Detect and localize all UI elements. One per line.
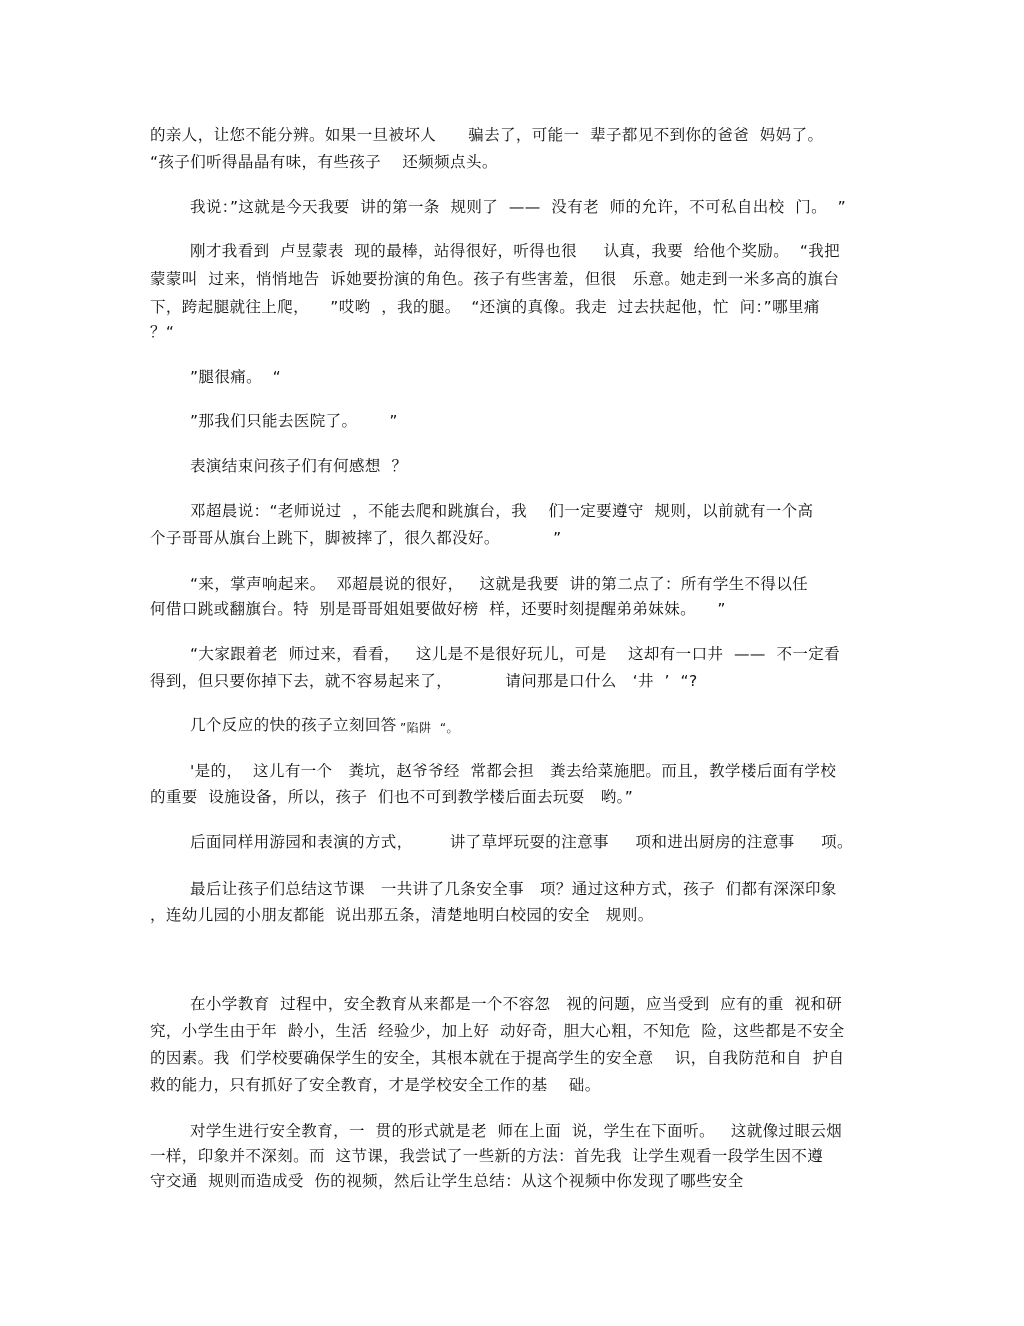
text-line: 个子哥哥从旗台上跳下，脚被摔了，很久都没好。 ” (150, 529, 562, 547)
text-line: 后面同样用游园和表演的方式， 讲了草坪玩耍的注意事 项和进出厨房的注意事 项。 (190, 833, 853, 851)
text-line: 一样，印象并不深刻。而 这节课，我尝试了一些新的方法：首先我 让学生观看一段学生因不遵 (150, 1147, 824, 1165)
text-line: 我说：”这就是今天我要 讲的第一条 规则了 —— 没有老 师的允许，不可私自出校 门。 ” (190, 198, 847, 216)
text-line: ？“ (150, 323, 175, 341)
text-line: 何借口跳或翻旗台。特 别是哥哥姐姐要做好榜 样，还要时刻提醒弟弟妹妹。 ” (150, 600, 726, 618)
text-line: ”腿很痛。 “ (190, 368, 282, 386)
text-line: 最后让孩子们总结这节课 一共讲了几条安全事 项？通过这种方式，孩子 们都有深深印象 (190, 880, 837, 898)
text-line: ，连幼儿园的小朋友都能 说出那五条，清楚地明白校园的安全 规则。 (150, 906, 654, 924)
text-line: 守交通 规则而造成受 伤的视频，然后让学生总结：从这个视频中你发现了哪些安全 (150, 1172, 744, 1190)
text-line: ”陷阱 “。 (400, 721, 459, 735)
text-line: 得到，但只要你掉下去，就不容易起来了， 请问那是口什么 ‘井 ’ “? (150, 672, 698, 690)
text-line: 的因素。我 们学校要确保学生的安全，其根本就在于提高学生的安全意 识，自我防范和自 护自 (150, 1049, 845, 1067)
text-line: 邓超晨说：“老师说过 ，不能去爬和跳旗台，我 们一定要遵守 规则，以前就有一个高 (190, 502, 814, 520)
text-line: 在小学教育 过程中，安全教育从来都是一个不容忽 视的问题，应当受到 应有的重 视和研 (190, 995, 843, 1013)
text-line: 表演结束问孩子们有何感想 ？ (190, 457, 408, 475)
text-line: 的亲人，让您不能分辨。如果一旦被坏人 骗去了，可能一 辈子都见不到你的爸爸 妈妈了。 (150, 126, 824, 144)
text-line: 的重要 设施设备，所以，孩子 们也不可到教学楼后面去玩耍 哟。” (150, 788, 634, 806)
text-line: 蒙蒙叫 过来，悄悄地告 诉她要扮演的角色。孩子有些害羞，但很 乐意。她走到一米多高的旗台 (150, 270, 840, 288)
text-line: '是的， 这儿有一个 粪坑，赵爷爷经 常都会担 粪去给菜施肥。而且，教学楼后面有学校 (190, 762, 837, 780)
text-line: 刚才我看到 卢昱蒙表 现的最棒，站得很好，听得也很 认真，我要 给他个奖励。 “我把 (190, 242, 841, 260)
text-line: 几个反应的快的孩子立刻回答 (190, 716, 397, 734)
text-line: “大家跟着老 师过来，看看， 这儿是不是很好玩儿，可是 这却有一口井 —— 不一定看 (190, 645, 841, 663)
text-line: “孩子们听得晶晶有味，有些孩子 还频频点头。 (150, 153, 498, 171)
text-line: 对学生进行安全教育，一 贯的形式就是老 师在上面 说，学生在下面听。 这就像过眼云烟 (190, 1122, 843, 1140)
text-line: 下，跨起腿就往上爬， ”哎哟 ，我的腿。 “还演的真像。我走 过去扶起他，忙 问：”哪里痛 (150, 298, 820, 316)
text-line: “来，掌声响起来。 邓超晨说的很好， 这就是我要 讲的第二点了：所有学生不得以任 (190, 575, 809, 593)
text-line: 究，小学生由于年 龄小，生活 经验少，加上好 动好奇，胆大心粗，不知危 险，这些都是不安全 (150, 1022, 845, 1040)
text-line: 救的能力，只有抓好了安全教育，才是学校安全工作的基 础。 (150, 1076, 601, 1094)
text-line: ”那我们只能去医院了。 ” (190, 412, 398, 430)
